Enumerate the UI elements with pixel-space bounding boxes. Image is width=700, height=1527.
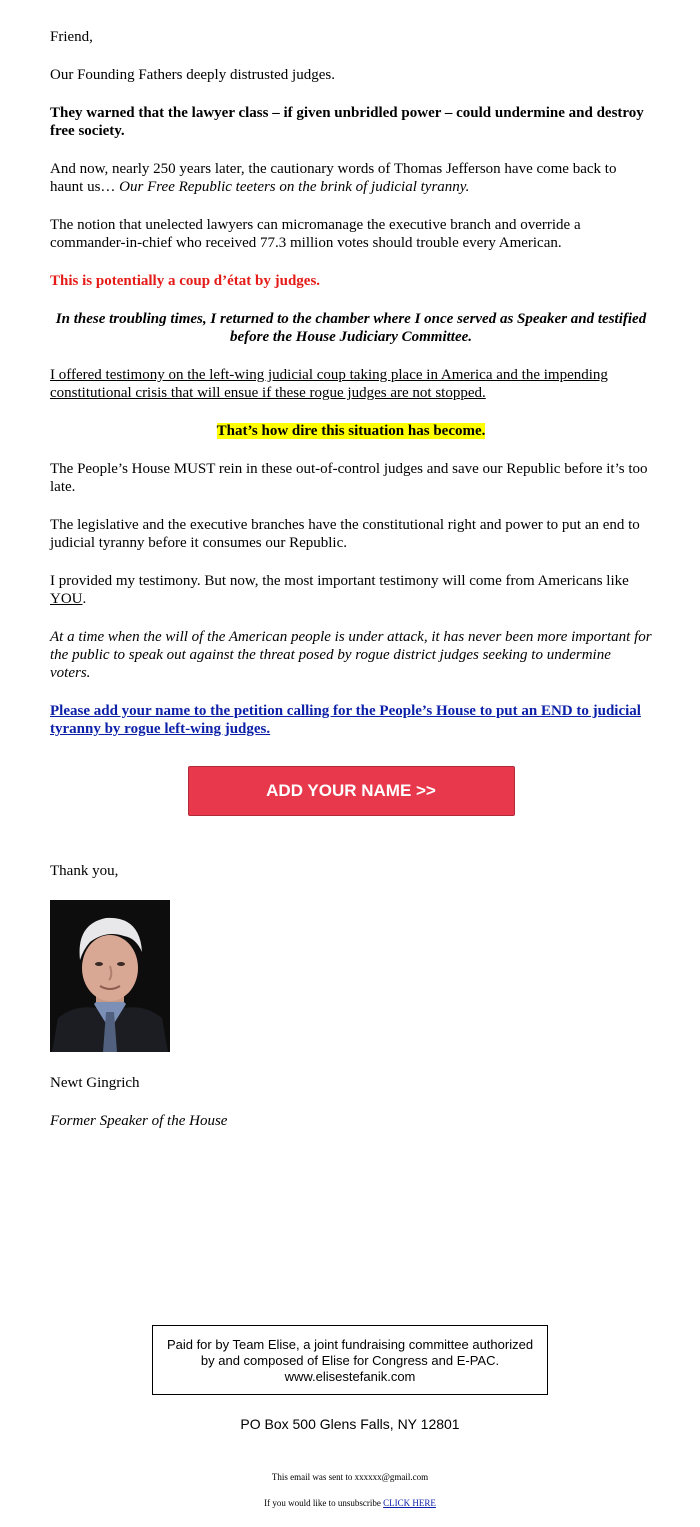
unsubscribe-line <box>0 1498 700 1508</box>
unsubscribe-text: If you would like to unsubscribe <box>264 1498 384 1508</box>
signoff: Thank you, <box>50 863 119 879</box>
portrait-image <box>50 900 170 1052</box>
petition-paragraph <box>50 702 652 738</box>
paragraph-lawyer-class-warning: They warned that the lawyer class – if given unbridled power – could undermine and destroy free society. <box>50 105 644 139</box>
testimony-you-text: I provided my testimony. But now, the most important testimony will come from Americans like <box>50 573 629 589</box>
cta-wrapper <box>50 766 652 816</box>
paragraph-founding-fathers: Our Founding Fathers deeply distrusted judges. <box>50 67 335 83</box>
paragraph-jefferson <box>50 160 652 196</box>
greeting: Friend, <box>50 29 93 45</box>
paid-for-disclaimer: Paid for by Team Elise, a joint fundraising committee authorized by and composed of Elise for Congress and E-PAC. www.elisestefanik.com <box>152 1325 548 1395</box>
signer-title: Former Speaker of the House <box>50 1113 228 1129</box>
email-body <box>50 28 652 1150</box>
petition-link[interactable]: Please add your name to the petition calling for the People’s House to put an END to judicial tyranny by rogue left-wing judges. <box>50 703 641 737</box>
dire-situation-highlight: That’s how dire this situation has become. <box>216 423 486 439</box>
paragraph-returned-to-chamber: In these troubling times, I returned to the chamber where I once served as Speaker and testified before the House Judiciary Committee. <box>55 311 647 345</box>
paragraph-unelected-lawyers: The notion that unelected lawyers can micromanage the executive branch and override a commander-in-chief who received 77.3 million votes should trouble every American. <box>50 217 581 251</box>
jefferson-italic-text: Our Free Republic teeters on the brink of judicial tyranny. <box>119 179 470 195</box>
paragraph-peoples-house: The People’s House MUST rein in these out-of-control judges and save our Republic before it’s too late. <box>50 461 648 495</box>
signer-portrait <box>50 900 170 1052</box>
paragraph-branches: The legislative and the executive branches have the constitutional right and power to put an end to judicial tyranny before it consumes our Republic. <box>50 517 640 551</box>
dire-situation-line <box>50 422 652 440</box>
sent-to-line: This email was sent to xxxxxx@gmail.com <box>271 1472 429 1482</box>
signer-name: Newt Gingrich <box>50 1075 140 1091</box>
paragraph-testimony-you <box>50 572 652 608</box>
you-emphasis: YOU <box>50 591 83 607</box>
paragraph-under-attack: At a time when the will of the American people is under attack, it has never been more important for the public to speak out against the threat posed by rogue district judges seeking to undermine voters. <box>50 629 652 681</box>
add-your-name-button[interactable]: ADD YOUR NAME >> <box>188 766 515 816</box>
testimony-you-period: . <box>82 591 87 607</box>
coup-alert-text: This is potentially a coup d’état by judges. <box>50 273 321 289</box>
unsubscribe-link[interactable]: CLICK HERE <box>383 1498 436 1508</box>
paragraph-testimony: I offered testimony on the left-wing judicial coup taking place in America and the impending constitutional crisis that will ensue if these rogue judges are not stopped. <box>50 367 608 401</box>
jefferson-text: And now, nearly 250 years later, the cautionary words of Thomas Jefferson have come back to haunt us… <box>50 161 617 195</box>
mailing-address: PO Box 500 Glens Falls, NY 12801 <box>240 1416 460 1432</box>
